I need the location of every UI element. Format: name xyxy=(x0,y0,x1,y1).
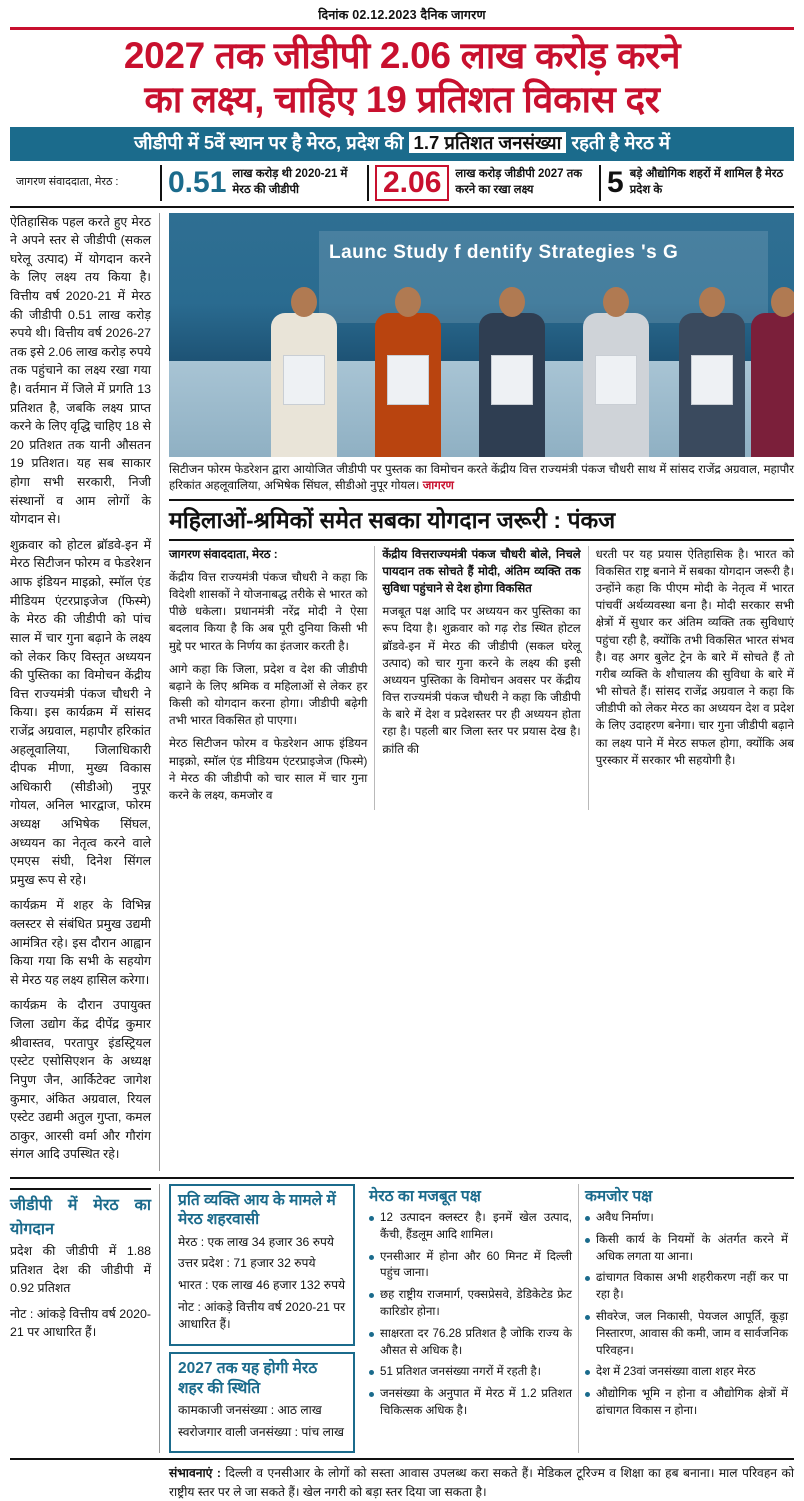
weak-points-column xyxy=(579,1184,794,1453)
list-item: देश में 23वां जनसंख्या वाला शहर मेरठ xyxy=(585,1364,788,1381)
body-area xyxy=(10,213,794,1171)
stat-item-0 xyxy=(162,165,367,201)
lower-boxes xyxy=(160,1184,794,1453)
strong-points-title: मेरठ का मजबूत पक्ष xyxy=(369,1187,481,1205)
right-column xyxy=(160,213,794,1171)
stat-item-2 xyxy=(601,165,794,201)
section-0-p1: आगे कहा कि जिला, प्रदेश व देश की जीडीपी बढ़ाने के लिए श्रमिक व महिलाओं से लेकर हर किसी को योगदान करना होगा। जीडीपी बढ़ेगी तभी भारत विकसित हो पाएगा। xyxy=(169,662,368,728)
list-item: अवैध निर्माण। xyxy=(585,1210,788,1227)
box-per-capita-income xyxy=(169,1184,355,1346)
list-item: सीवरेज, जल निकासी, पेयजल आपूर्ति, कूड़ा निस्तारण, आवास की कमी, जाम व सार्वजनिक परिवहन। xyxy=(585,1309,788,1359)
strong-points-column xyxy=(363,1184,579,1453)
possibilities-title: संभावनाएं : xyxy=(169,1466,221,1481)
possibilities-spacer xyxy=(10,1464,160,1501)
box-2027-row-0: कामकाजी जनसंख्या : आठ लाख xyxy=(178,1402,322,1417)
box-per-capita-row-0: मेरठ : एक लाख 34 हजार 36 रुपये xyxy=(178,1234,334,1249)
subheadline-highlight: 1.7 प्रतिशत जनसंख्या xyxy=(409,132,567,153)
section-2-p0: धरती पर यह प्रयास ऐतिहासिक है। भारत को विकसित राष्ट्र बनाने में सबका योगदान जरूरी है। उन्होंने कहा कि पीएम मोदी के नेतृत्व में भारत पांचवीं अर्थव्यवस्था बना है। मोदी सरकार सभी क्षेत्रों में सुधार कर अंतिम व्यक्ति तक सुविधाएं पहुंचा रही है, क्योंकि तभी विकसित भारत संभव है। वह अगर बुलेट ट्रेन के बारे में सोचते हैं तो गरीब व्यक्ति के शौचालय की सुविधा के बारे में भी सोचते हैं। सांसद राजेंद्र अग्रवाल ने कहा कि जीडीपी को लेकर मेरठ का अध्ययन देश व प्रदेश के लिए उदाहरण बनेगा। चार गुना जीडीपी बढ़ाने का लक्ष्य पाने में मेरठ सफल होगा, क्योंकि अब पुरस्कार में सरकार भी सहयोगी है। xyxy=(595,547,794,767)
list-item: औद्योगिक भूमि न होना व औद्योगिक क्षेत्रों में ढांचागत विकास न होना। xyxy=(585,1386,788,1420)
left-paragraph-2: कार्यक्रम में शहर के विभिन्न क्लस्टर से संबंधित प्रमुख उद्यमी आमंत्रित रहे। इस दौरान आह्वान किया गया कि सभी के सहयोग से मेरठ यह लक्ष्य हासिल करेगा। xyxy=(10,898,151,987)
stat-text-1: लाख करोड़ जीडीपी 2027 तक करने का रखा लक्ष्य xyxy=(455,167,583,196)
box-per-capita-row-1: उत्तर प्रदेश : 71 हजार 32 रुपये xyxy=(178,1256,316,1271)
page-title xyxy=(10,34,794,121)
list-item: 51 प्रतिशत जनसंख्या नगरों में रहती है। xyxy=(369,1364,572,1381)
lower-left-heading: जीडीपी में मेरठ का योगदान xyxy=(10,1188,151,1242)
section-lead: जागरण संवाददाता, मेरठ : xyxy=(169,547,278,561)
photo-person xyxy=(669,281,755,457)
subheadline-post: रहती है मेरठ में xyxy=(571,132,670,154)
masthead xyxy=(10,6,794,25)
stat-number-2: 5 xyxy=(607,165,624,199)
possibilities-band xyxy=(10,1458,794,1501)
stats-strip xyxy=(10,161,794,208)
left-paragraph-1: शुक्रवार को होटल ब्रॉडवे-इन में मेरठ सिटीजन फोरम व फेडरेशन आफ इंडियन माइक्रो, स्मॉल एंड मीडियम एंटरप्राइजेज (फिस्मे) के मेरठ की जीडीपी को पांच साल में चार गुना बढ़ाने के लक्ष्य को लेकर किए विस्तृत अध्ययन की पुस्तिका का विमोचन केंद्रीय वित्त राज्यमंत्री पंकज चौधरी ने किया। इस कार्यक्रम में सांसद राजेंद्र अग्रवाल, महापौर हरिकांत अहलूवालिया, जिलाधिकारी दीपक मीणा, मुख्य विकास अधिकारी (सीडीओ) नुपूर गोयल, अनिल भारद्वाज, फोरम अध्यक्ष अभिषेक सिंघल, अध्ययन का नेतृत्व करने वाले एमएस संघी, दिनेश सिंगल प्रमुख रूप से रहे। xyxy=(10,537,151,887)
lower-left-p1: नोट : आंकड़े वित्तीय वर्ष 2020-21 पर आधारित हैं। xyxy=(10,1306,151,1340)
lower-band xyxy=(10,1177,794,1453)
box-2027-row-1: स्वरोजगार वाली जनसंख्या : पांच लाख xyxy=(178,1424,344,1439)
left-paragraph-3: कार्यक्रम के दौरान उपायुक्त जिला उद्योग केंद्र दीपेंद्र कुमार श्रीवास्तव, परतापुर इंडस्ट्रियल एस्टेट एसोसिएशन के अध्यक्ष निपुण जैन, आर्किटेक्ट जागेश कुमार, अंकित अग्रवाल, रियल एस्टेट उद्यमी अतुल गुप्ता, कमल ठाकुर, आरसी वर्मा और गौरांग संगल आदि उपस्थित रहे। xyxy=(10,998,151,1162)
section-column-1 xyxy=(375,546,588,810)
box-per-capita-row-3: नोट : आंकड़े वित्तीय वर्ष 2020-21 पर आधारित हैं। xyxy=(178,1299,346,1332)
weak-points-title: कमजोर पक्ष xyxy=(585,1187,653,1205)
photo-person xyxy=(573,281,659,457)
subheadline xyxy=(10,127,794,160)
masthead-date: 02.12.2023 xyxy=(352,8,417,22)
event-photo xyxy=(169,213,794,457)
stat-item-1 xyxy=(369,165,599,201)
list-item: ढांचागत विकास अभी शहरीकरण नहीं कर पा रहा है। xyxy=(585,1270,788,1304)
possibilities-text-wrap xyxy=(160,1464,794,1501)
list-item: साक्षरता दर 76.28 प्रतिशत है जोकि राज्य के औसत से अधिक है। xyxy=(369,1326,572,1360)
headline-line-2: का लक्ष्य, चाहिए 19 प्रतिशत विकास दर xyxy=(144,78,660,120)
photo-caption xyxy=(169,457,794,502)
stat-text-2: बड़े औद्योगिक शहरों में शामिल है मेरठ प्रदेश के xyxy=(629,167,784,196)
list-item: छह राष्ट्रीय राजमार्ग, एक्सप्रेसवे, डेडिकेटेड फ्रेट कारिडोर होना। xyxy=(369,1287,572,1321)
list-item: किसी कार्य के नियमों के अंतर्गत करने में अधिक लगता या आना। xyxy=(585,1232,788,1266)
section-columns xyxy=(169,546,794,810)
headline-line-1: 2027 तक जीडीपी 2.06 लाख करोड़ करने xyxy=(123,35,681,76)
box-2027-title: 2027 तक यह होगी मेरठ शहर की स्थिति xyxy=(178,1360,318,1397)
stat-text-0: लाख करोड़ थी 2020-21 में मेरठ की जीडीपी xyxy=(232,167,348,196)
box-per-capita-row-2: भारत : एक लाख 46 हजार 132 रुपये xyxy=(178,1278,346,1293)
section-pullquote: केंद्रीय वित्तराज्यमंत्री पंकज चौधरी बोले, निचले पायदान तक सोचते हैं मोदी, अंतिम व्यक्ति तक सुविधा पहुंचाने से देश होगा विकसित xyxy=(382,547,581,596)
stat-number-0: 0.51 xyxy=(168,165,227,199)
section-column-0 xyxy=(169,546,375,810)
section-title: महिलाओं-श्रमिकों समेत सबका योगदान जरूरी : पंकज xyxy=(169,501,794,540)
photo-caption-text: सिटीजन फोरम फेडरेशन द्वारा आयोजित जीडीपी पर पुस्तक का विमोचन करते केंद्रीय वित्त राज्यमंत्री पंकज चौधरी साथ में सांसद राजेंद्र अग्रवाल, महापौर हरिकांत अहलूवालिया, अभिषेक सिंघल, सीडीओ नुपूर गोयल। xyxy=(169,462,794,492)
left-paragraph-0: ऐतिहासिक पहल करते हुए मेरठ ने अपने स्तर से जीडीपी (सकल घरेलू उत्पाद) में योगदान करने के लिए लक्ष्य तय किया है। वित्तीय वर्ष 2020-21 में मेरठ की जीडीपी 0.51 लाख करोड़ रुपये थी। वित्तीय वर्ष 2026-27 तक इसे 2.06 लाख करोड़ रुपये तक पहुंचाने का लक्ष्य रखा गया है। वर्तमान में जिले में प्रगति 13 प्रतिशत है, जबकि लक्ष्य प्राप्त करने के लिए वृद्धि चाहिए 18 से 20 प्रतिशत तक यानी औसतन 19 प्रतिशत। यह सब साकार होगा सभी सरकारी, निजी संस्थानों व आम लोगों के योगदान से। xyxy=(10,214,151,527)
strong-points-list xyxy=(369,1210,572,1420)
stat-byline-col xyxy=(10,165,160,201)
lower-left-p0: प्रदेश की जीडीपी में 1.88 प्रतिशत देश की जीडीपी में 0.92 प्रतिशत xyxy=(10,1243,151,1296)
list-item: एनसीआर में होना और 60 मिनट में दिल्ली पहुंच जाना। xyxy=(369,1249,572,1283)
section-1-p1: मजबूत पक्ष आदि पर अध्ययन कर पुस्तिका का रूप दिया है। शुक्रवार को गढ़ रोड स्थित होटल ब्रॉडवे-इन में मेरठ की जीडीपी (सकल घरेलू उत्पाद) को चार गुना करने के लक्ष्य की इसी अध्ययन पुस्तिका के विमोचन अवसर पर केंद्रीय वित्त राज्यमंत्री पंकज चौधरी ने कहा कि जीडीपी के बारे में देश व प्रदेशस्तर पर ही अध्ययन होता रहा है। पहली बार जिला स्तर पर प्रयास देख है। क्रांति की xyxy=(382,605,581,756)
byline: जागरण संवाददाता, मेरठ : xyxy=(16,176,119,189)
section-0-p2: मेरठ सिटीजन फोरम व फेडरेशन आफ इंडियन माइक्रो, स्मॉल एंड मीडियम एंटरप्राइजेज (फिस्मे) ने मेरठ की जीडीपी को चार साल में चार गुना करने के लक्ष्य, कमजोर व xyxy=(169,737,368,802)
photo-banner-text: Launc Study f dentify Strategies 's G xyxy=(319,231,768,323)
photo-person xyxy=(261,281,347,457)
masthead-paper: दैनिक जागरण xyxy=(420,8,486,22)
photo-person xyxy=(469,281,555,457)
top-rule xyxy=(10,27,794,30)
masthead-date-label: दिनांक xyxy=(318,8,349,22)
box-per-capita-title: प्रति व्यक्ति आय के मामले में मेरठ शहरवासी xyxy=(178,1191,336,1229)
weak-points-list xyxy=(585,1210,788,1420)
possibilities-text: दिल्ली व एनसीआर के लोगों को सस्ता आवास उपलब्ध करा सकते हैं। मेडिकल टूरिज्म व शिक्षा का हब बनाना। माल परिवहन को राष्ट्रीय स्तर पर ले जा सकते हैं। खेल नगरी को बड़ा स्तर दिया जा सकता है। xyxy=(169,1466,794,1499)
box-2027-outlook xyxy=(169,1352,355,1453)
list-item: जनसंख्या के अनुपात में मेरठ में 1.2 प्रतिशत चिकित्सक अधिक है। xyxy=(369,1386,572,1420)
section-0-p0: केंद्रीय वित्त राज्यमंत्री पंकज चौधरी ने कहा कि विदेशी शासकों ने योजनाबद्ध तरीके से भारत को पीछे धकेला। प्रधानमंत्री नरेंद्र मोदी ने ऐसा बदलाव किया है कि अब पूरी दुनिया किसी भी मुद्दे पर भारत के निर्णय का इंतजार करती है। xyxy=(169,571,368,653)
photo-person xyxy=(365,281,451,457)
stat-number-1: 2.06 xyxy=(375,165,449,201)
subheadline-pre: जीडीपी में 5वें स्थान पर है मेरठ, प्रदेश की xyxy=(134,132,404,154)
section-column-2 xyxy=(589,546,794,810)
lower-left-column xyxy=(10,1184,160,1453)
strength-weakness-lists xyxy=(363,1184,794,1453)
photo-credit: जागरण xyxy=(422,478,454,492)
list-item: 12 उत्पादन क्लस्टर है। इनमें खेल उत्पाद, कैंची, हैंडलूम आदि शामिल। xyxy=(369,1210,572,1244)
left-story-column xyxy=(10,213,160,1171)
photo-person xyxy=(749,281,794,457)
